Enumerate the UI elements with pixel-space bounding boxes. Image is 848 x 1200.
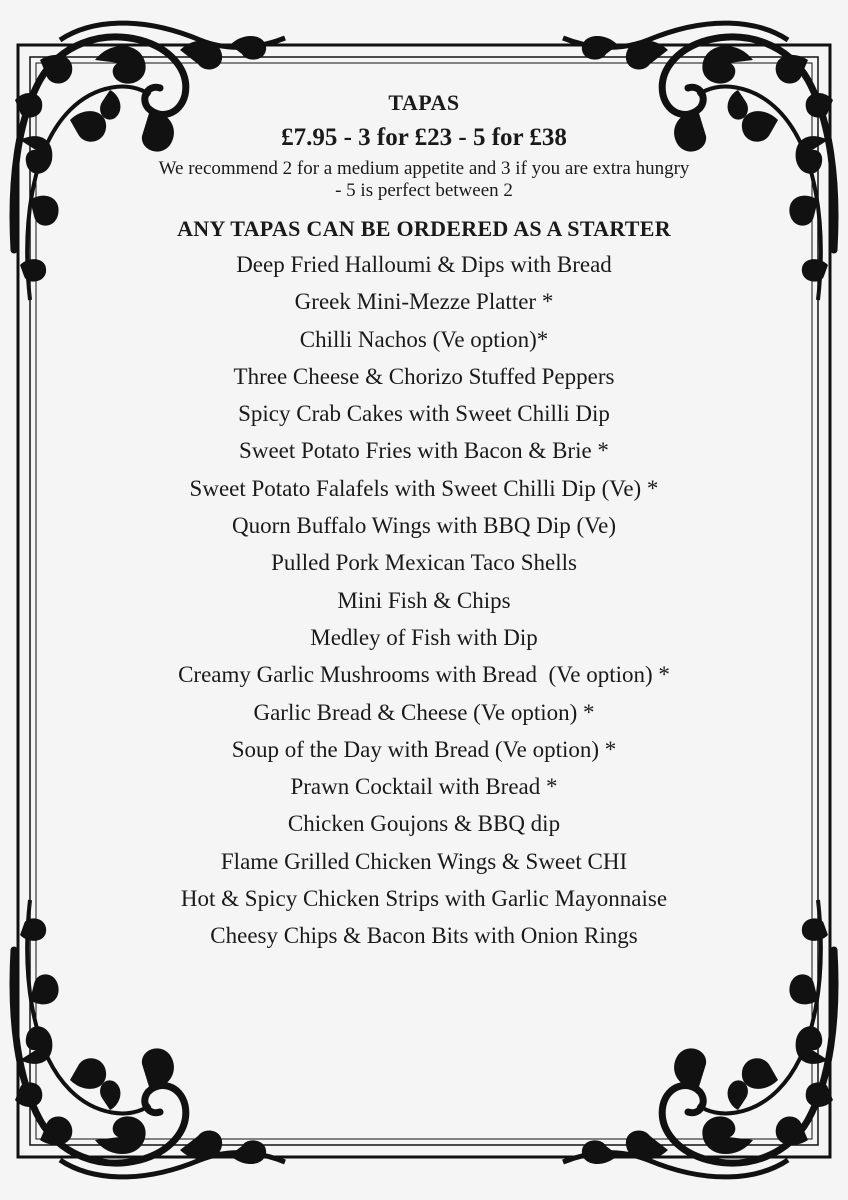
menu-item: Sweet Potato Fries with Bacon & Brie * xyxy=(239,438,609,464)
menu-item: Sweet Potato Falafels with Sweet Chilli Dip (Ve) * xyxy=(189,475,659,501)
menu-item: Hot & Spicy Chicken Strips with Garlic Mayonnaise xyxy=(180,886,668,912)
recommendation-text xyxy=(0,158,848,202)
menu-item: Chilli Nachos (Ve option)* xyxy=(299,326,549,352)
menu-item: Three Cheese & Chorizo Stuffed Peppers xyxy=(233,363,615,389)
recommendation-line-2: - 5 is perfect between 2 xyxy=(335,180,513,201)
menu-price: £7.95 - 3 for £23 - 5 for £38 xyxy=(281,124,567,151)
menu-item: Prawn Cocktail with Bread * xyxy=(290,774,558,800)
menu-item: Cheesy Chips & Bacon Bits with Onion Rings xyxy=(210,923,638,949)
menu-item: Greek Mini-Mezze Platter * xyxy=(294,289,554,315)
starter-note: ANY TAPAS CAN BE ORDERED AS A STARTER xyxy=(177,216,671,241)
menu-item: Chicken Goujons & BBQ dip xyxy=(287,811,561,837)
menu-item-list xyxy=(0,246,848,955)
menu-content xyxy=(0,88,848,955)
menu-item: Garlic Bread & Cheese (Ve option) * xyxy=(253,699,595,725)
menu-item: Creamy Garlic Mushrooms with Bread (Ve option) * xyxy=(178,662,670,688)
menu-item: Quorn Buffalo Wings with BBQ Dip (Ve) xyxy=(231,513,617,539)
menu-item: Medley of Fish with Dip xyxy=(310,624,538,650)
menu-item: Flame Grilled Chicken Wings & Sweet CHI xyxy=(220,848,628,874)
menu-item: Spicy Crab Cakes with Sweet Chilli Dip xyxy=(238,401,610,427)
menu-item: Mini Fish & Chips xyxy=(337,587,511,613)
menu-item: Pulled Pork Mexican Taco Shells xyxy=(271,550,577,576)
menu-item: Soup of the Day with Bread (Ve option) * xyxy=(231,736,617,762)
menu-item: Deep Fried Halloumi & Dips with Bread xyxy=(236,252,612,277)
recommendation-line-1: We recommend 2 for a medium appetite and 3 if you are extra hungry xyxy=(158,158,690,179)
menu-title: TAPAS xyxy=(388,90,460,115)
